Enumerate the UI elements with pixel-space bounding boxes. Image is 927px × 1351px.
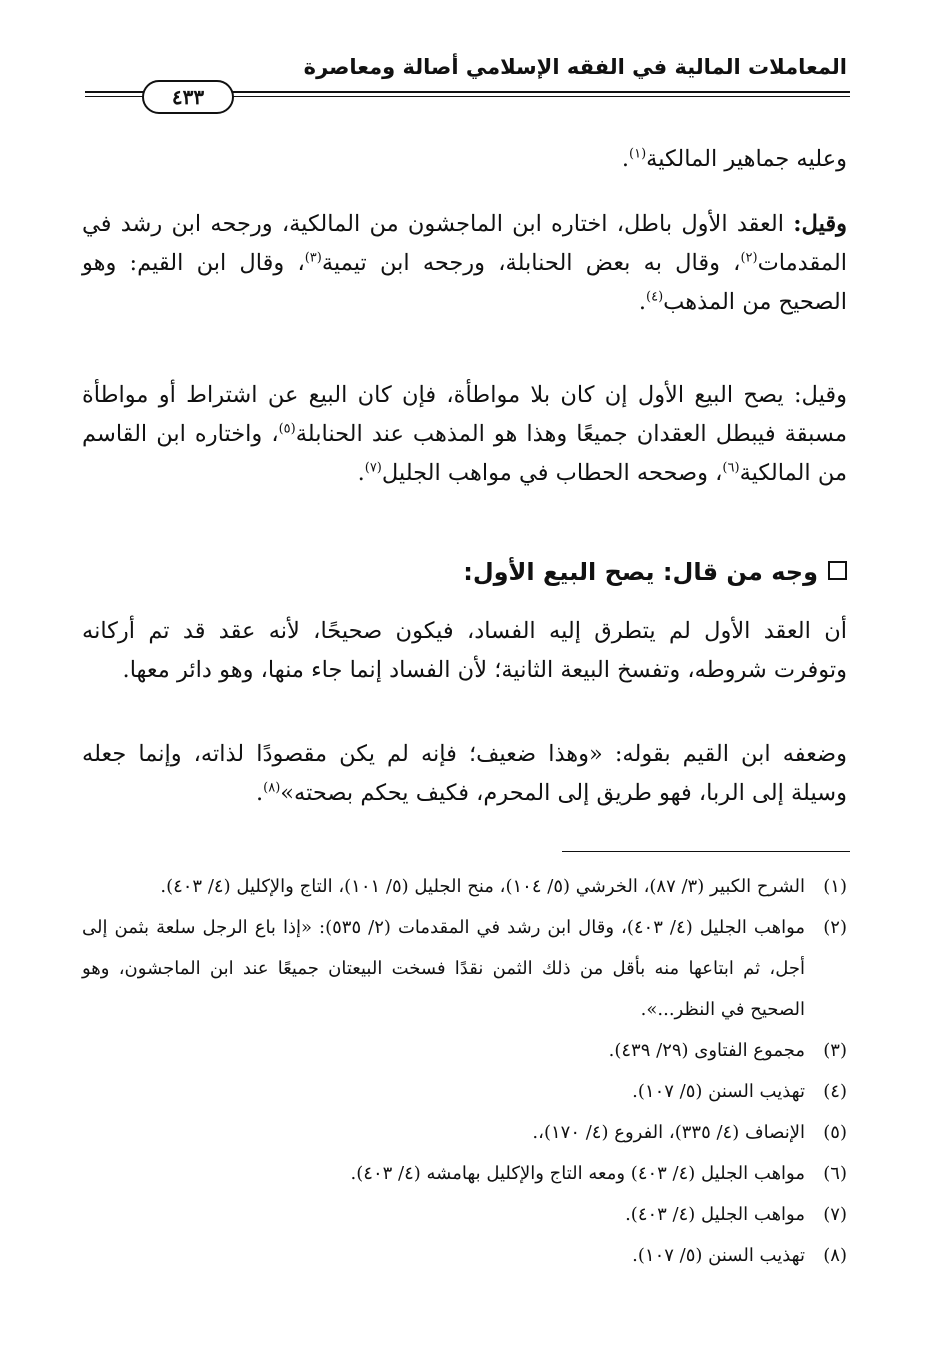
paragraph-2-text-b: ، وقال به بعض الحنابلة، ورجحه ابن تيمية <box>321 250 741 276</box>
paragraph-3-text-b: ، واختاره ابن القاسم من المالكية <box>82 421 847 486</box>
footnote-ref-1: (١) <box>629 146 647 162</box>
paragraph-2-text-a: العقد الأول باطل، اختاره ابن الماجشون من المالكية، ورجحه ابن رشد في المقدمات <box>82 211 847 276</box>
footnote-ref-8: (٨) <box>263 780 281 796</box>
footnote-ref-4: (٤) <box>646 289 664 305</box>
footnote-number: (٣) <box>823 1040 847 1061</box>
footnote-number: (٤) <box>823 1081 847 1102</box>
footnote-item <box>82 1194 847 1235</box>
footnote-number: (٢) <box>823 917 847 938</box>
paragraph-3 <box>82 376 847 493</box>
footnote-number: (٨) <box>823 1245 847 1266</box>
footnote-number: (١) <box>823 876 847 897</box>
footnote-text: مواهب الجليل (٤/ ٤٠٣). <box>625 1204 805 1225</box>
footnote-text: مواهب الجليل (٤/ ٤٠٣)، وقال ابن رشد في المقدمات (٢/ ٥٣٥): «إذا باع الرجل سلعة بثمن إلى أجل، ثم ابتاعها منه بأقل من ذلك الثمن نقدًا فسخت البيعتان جميعًا عند ابن الماجشون، وهو الصحيح في النظر...». <box>82 917 806 1020</box>
paragraph-1 <box>82 140 847 179</box>
paragraph-1-end: . <box>621 146 630 172</box>
paragraph-1-text: وعليه جماهير المالكية <box>646 146 847 172</box>
footnote-ref-3: (٣) <box>304 250 322 266</box>
section-heading <box>82 552 847 592</box>
footnote-text: الإنصاف (٤/ ٣٣٥)، الفروع (٤/ ١٧٠)،. <box>532 1122 805 1143</box>
paragraph-2 <box>82 205 847 322</box>
footnote-text: مجموع الفتاوى (٢٩/ ٤٣٩). <box>608 1040 805 1061</box>
footnote-item <box>82 1071 847 1112</box>
paragraph-6-end: . <box>255 780 264 806</box>
paragraph-6-text: وضعفه ابن القيم بقوله: «وهذا ضعيف؛ فإنه لم يكن مقصودًا لذاته، وإنما جعله وسيلة إلى الربا، فهو طريق إلى المحرم، فكيف يحكم بصحته» <box>82 741 847 806</box>
paragraph-3-text-a: وقيل: يصح البيع الأول إن كان بلا مواطأة، فإن كان البيع عن اشتراط أو مواطأة مسبقة فيبطل العقدان جميعًا وهذا هو المذهب عند الحنابلة <box>82 382 847 447</box>
footnote-item <box>82 1235 847 1276</box>
footnote-number: (٧) <box>823 1204 847 1225</box>
footnote-item <box>82 1153 847 1194</box>
page-number-badge: ٤٣٣ <box>142 80 234 114</box>
paragraph-3-text-c: ، وصححه الحطاب في مواهب الجليل <box>381 460 723 486</box>
footnote-number: (٥) <box>823 1122 847 1143</box>
footnote-item <box>82 907 847 1030</box>
paragraph-2-lead: وقيل: <box>793 211 847 237</box>
footnote-item <box>82 1112 847 1153</box>
footnote-item <box>82 1030 847 1071</box>
footnote-item <box>82 866 847 907</box>
paragraph-3-end: . <box>357 460 365 486</box>
footnotes <box>82 866 847 1276</box>
footnote-text: تهذيب السنن (٥/ ١٠٧). <box>632 1081 805 1102</box>
footnote-ref-2: (٢) <box>740 250 758 266</box>
footnote-number: (٦) <box>823 1163 847 1184</box>
footnote-ref-5: (٥) <box>278 421 296 437</box>
paragraph-6 <box>82 735 847 813</box>
paragraph-5: أن العقد الأول لم يتطرق إليه الفساد، فيكون صحيحًا، لأنه عقد قد تم أركانه وتوفرت شروطه، وتفسخ البيعة الثانية؛ لأن الفساد إنما جاء منها، وهو دائر معها. <box>82 618 847 683</box>
footnote-ref-7: (٧) <box>364 460 382 476</box>
square-bullet-icon <box>828 561 847 580</box>
footnote-text: الشرح الكبير (٣/ ٨٧)، الخرشي (٥/ ١٠٤)، منح الجليل (٥/ ١٠١)، التاج والإكليل (٤/ ٤٠٣). <box>160 876 805 897</box>
footnote-text: تهذيب السنن (٥/ ١٠٧). <box>632 1245 805 1266</box>
section-heading-text: وجه من قال: يصح البيع الأول: <box>463 558 818 586</box>
running-header-title: المعاملات المالية في الفقه الإسلامي أصالة ومعاصرة <box>303 55 847 79</box>
footnote-ref-6: (٦) <box>722 460 740 476</box>
footnote-text: مواهب الجليل (٤/ ٤٠٣) ومعه التاج والإكليل بهامشه (٤/ ٤٠٣). <box>350 1163 805 1184</box>
paragraph-2-text-c: ، وقال ابن القيم: وهو الصحيح من المذهب <box>82 250 847 315</box>
paragraph-2-end: . <box>638 289 647 315</box>
footnote-separator <box>562 851 850 852</box>
